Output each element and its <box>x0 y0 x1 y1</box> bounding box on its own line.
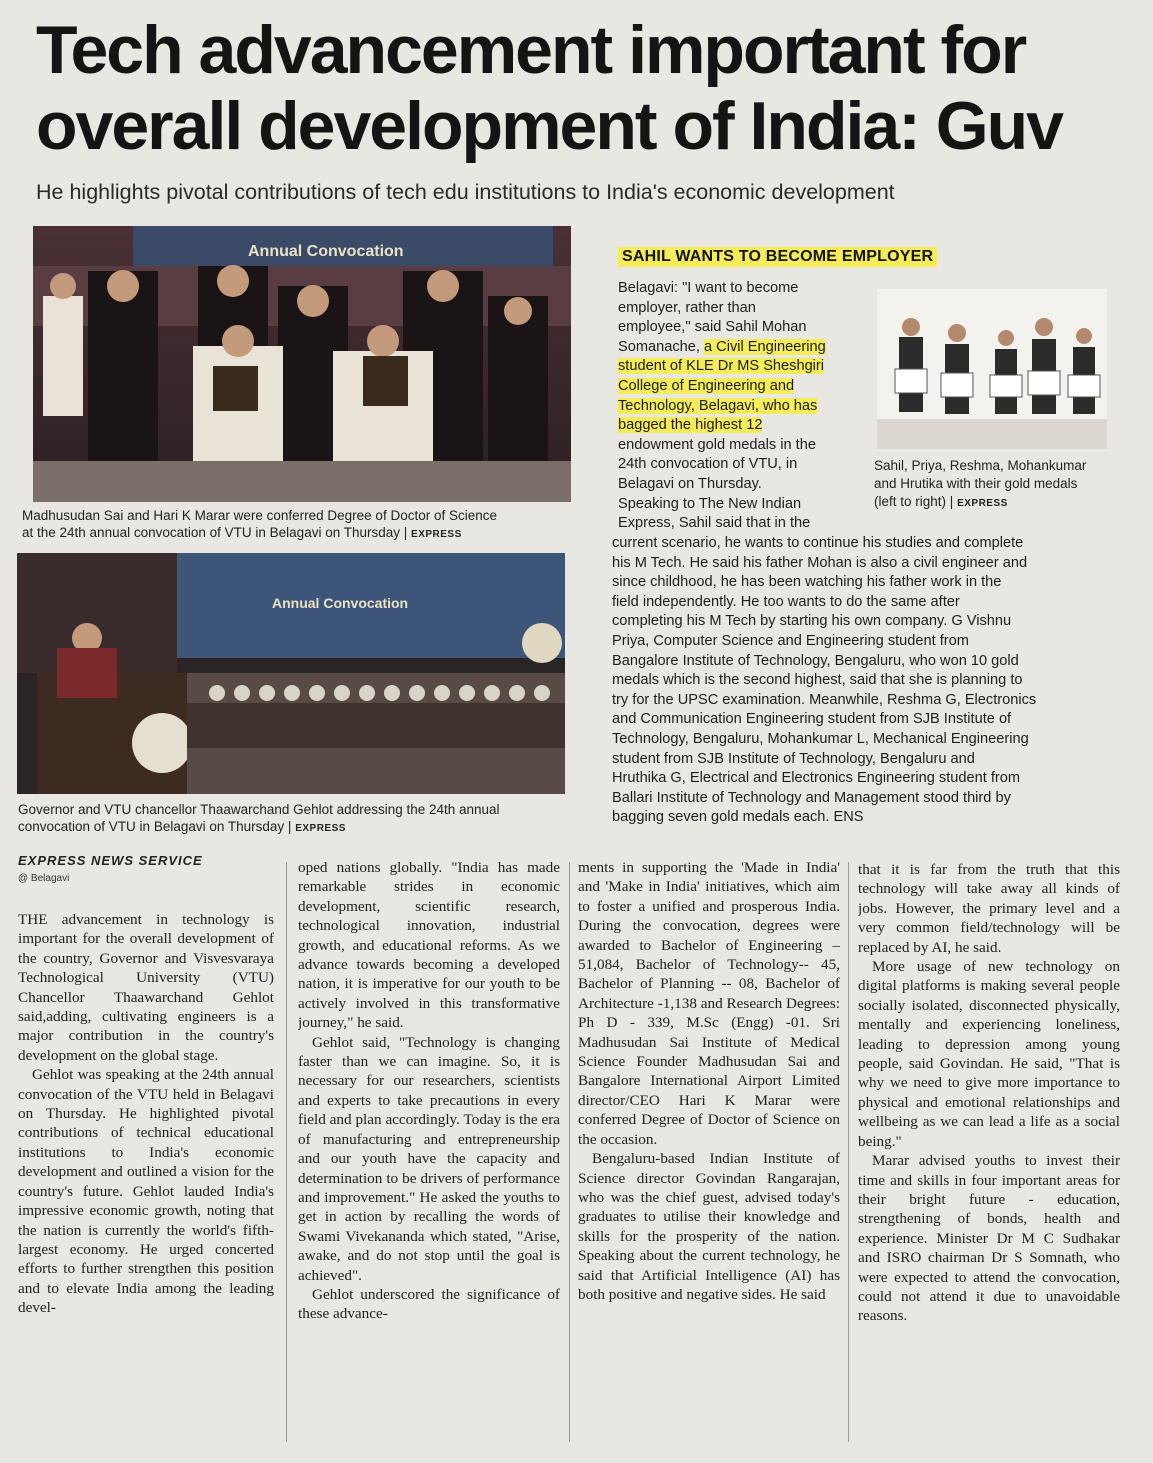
sidebar-line: field independently. He too wants to do the same after <box>612 593 960 610</box>
sidebar-line: bagging seven gold medals each. ENS <box>612 809 864 826</box>
sidebar-line: Belagavi on Thursday. <box>618 475 762 492</box>
article-column-3 <box>578 858 840 1440</box>
headline <box>36 12 1126 164</box>
article-column-1 <box>18 910 274 1440</box>
article-paragraph: More usage of new technology on digital platforms is making several people socially isolated, disconnected physically, mentally and experiencing loneliness, leading to depression among young people, said Govindan. He said, "That is why we need to give more importance to physical and emotional relationships and wellbeing as we can lead a life as a social being." <box>858 958 1120 1150</box>
sidebar-highlight-line: Technology, Belagavi, who has <box>618 397 818 414</box>
sidebar-line: Ballari Institute of Technology and Management stood third by <box>612 789 1011 806</box>
photo-students-credit: EXPRESS <box>957 498 1008 509</box>
article-paragraph: THE advancement in technology is important for the overall development of the country, Governor and Visvesvaraya Technological University (VTU) Chancellor Thaawarchand Gehlot said,adding, cultivating engineers is a major contribution in the country's development on the global stage. <box>18 911 274 1064</box>
column-divider <box>569 862 570 1442</box>
sidebar-line: Speaking to The New Indian <box>618 495 802 512</box>
sidebar-highlight-line: College of Engineering and <box>618 377 795 394</box>
photo-convocation-awardees <box>33 226 571 502</box>
photo-bottom-caption-line-2: convocation of VTU in Belagavi on Thursday <box>18 819 285 834</box>
photo-top-caption-line-1: Madhusudan Sai and Hari K Marar were conferred Degree of Doctor of Science <box>22 508 497 523</box>
photo-gold-medalists-image <box>877 289 1107 449</box>
article-paragraph: that it is far from the truth that this technology will take away all kinds of jobs. However, the primary level and a very common field/technology will be replaced by AI, he said. <box>858 861 1120 956</box>
article-paragraph: Gehlot underscored the significance of these advance- <box>298 1285 560 1323</box>
photo-bottom-credit: EXPRESS <box>295 823 346 834</box>
byline-dateline: @ Belagavi <box>18 873 70 884</box>
photo-top-caption-line-2: at the 24th annual convocation of VTU in Belagavi on Thursday <box>22 525 400 540</box>
sidebar-line: since childhood, he has been watching his father work in the <box>612 574 1002 591</box>
sidebar-wide-text <box>612 534 1132 828</box>
sidebar-line: Hruthika G, Electrical and Electronics Engineering student from <box>612 770 1021 787</box>
sidebar-line: employee," said Sahil Mohan <box>618 319 807 336</box>
subheadline: He highlights pivotal contributions of tech edu institutions to India's economic development <box>36 180 895 204</box>
article-column-4 <box>858 860 1120 1440</box>
sidebar-line: endowment gold medals in the <box>618 436 816 453</box>
sidebar-narrow-text <box>618 279 876 534</box>
photo-top-banner-text: Annual Convocation <box>248 243 404 260</box>
photo-convocation-awardees-image <box>33 226 571 502</box>
photo-students-caption-line-2: and Hrutika with their gold medals <box>874 476 1078 491</box>
sidebar-line: completing his M Tech by starting his own company. G Vishnu <box>612 613 1012 630</box>
sidebar-heading: SAHIL WANTS TO BECOME EMPLOYER <box>618 247 937 267</box>
byline-service: EXPRESS NEWS SERVICE <box>18 853 203 868</box>
sidebar-highlight-line: student of KLE Dr MS Sheshgiri <box>618 358 825 375</box>
column-divider <box>286 862 287 1442</box>
headline-line-2: overall development of India: Guv <box>36 88 1062 164</box>
column-divider <box>848 862 849 1442</box>
article-paragraph: oped nations globally. "India has made remarkable strides in economic development, scientific research, technological innovation, industrial growth, and educational reforms. As we advance towards becoming a developed nation, it is imperative for our youth to be actively involved in this transformative journey," he said. <box>298 859 560 1032</box>
headline-line-1: Tech advancement important for <box>36 12 1026 88</box>
sidebar-line: medals which is the second highest, said that she is planning to <box>612 672 1023 689</box>
photo-bottom-caption: Governor and VTU chancellor Thaawarchand Gehlot addressing the 24th annual convocation of VTU in Belagavi on Thursday | EXPRESS <box>18 801 578 837</box>
photo-top-credit: EXPRESS <box>411 529 462 540</box>
sidebar-line: student from SJB Institute of Technology, Bengaluru and <box>612 750 975 767</box>
photo-governor-address <box>17 553 565 794</box>
sidebar-line: Express, Sahil said that in the <box>618 515 811 532</box>
article-column-2 <box>298 858 560 1440</box>
photo-bottom-banner-text: Annual Convocation <box>272 595 409 611</box>
photo-top-caption: Madhusudan Sai and Hari K Marar were conferred Degree of Doctor of Science at the 24th annual convocation of VTU in Belagavi on Thursday | EXPRESS <box>22 507 582 543</box>
photo-governor-address-image <box>17 553 565 794</box>
article-paragraph: Bengaluru-based Indian Institute of Science director Govindan Rangarajan, who was the chief guest, advised today's graduates to utilise their knowledge and skills for the prosperity of the nation. Speaking about the current technology, he said that Artificial Intelligence (AI) has both positive and negative sides. He said <box>578 1150 840 1303</box>
photo-students-caption: Sahil, Priya, Reshma, Mohankumar and Hrutika with their gold medals (left to right) | EXPRESS <box>874 457 1114 513</box>
photo-bottom-caption-line-1: Governor and VTU chancellor Thaawarchand Gehlot addressing the 24th annual <box>18 802 500 817</box>
sidebar-line: Belagavi: "I want to become <box>618 280 799 296</box>
photo-gold-medalists <box>877 289 1107 449</box>
photo-students-caption-line-3: (left to right) <box>874 494 947 509</box>
sidebar-line: current scenario, he wants to continue his studies and complete <box>612 535 1024 551</box>
sidebar-line: and Communication Engineering student from SJB Institute of <box>612 711 1012 728</box>
article-paragraph: Gehlot said, "Technology is changing faster than we can imagine. So, it is necessary for our researchers, scientists and experts to take precautions in every field and plan accordingly. Today is the era of manufacturing and entrepreneurship and our youth have the capacity and determination to be drivers of performance and improvement." He asked the youths to get in action by recalling the words of Swami Vivekananda which stated, "Arise, awake, and do not stop until the goal is achieved". <box>298 1033 560 1284</box>
sidebar-line: his M Tech. He said his father Mohan is also a civil engineer and <box>612 554 1028 571</box>
sidebar-line: 24th convocation of VTU, in <box>618 456 798 473</box>
sidebar-line: Somanache, <box>618 338 704 355</box>
article-paragraph: Marar advised youths to invest their time and skills in four important areas for their bright future - education, strengthening of bonds, health and experience. Minister Dr M C Sudhakar and ISRO chairman Dr S Somnath, who were expected to attend the convocation, could not attend it due to unavoidable reasons. <box>858 1152 1120 1325</box>
sidebar-line: Technology, Bengaluru, Mohankumar L, Mechanical Engineering <box>612 730 1029 747</box>
article-paragraph: ments in supporting the 'Made in India' and 'Make in India' initiatives, which aim to foster a unified and prosperous India. During the convocation, degrees were awarded to Bachelor of Engineering – 51,084, Bachelor of Technology-- 45, Bachelor of Planning -- 08, Bachelor of Architecture -1,138 and Research Degrees: Ph D - 339, M.Sc (Engg) -01. Sri Madhusudan Sai Institute of Medical Science Founder Madhusudan Sai and Bangalore International Airport Limited director/CEO Hari K Marar were conferred Degree of Doctor of Science on the occasion. <box>578 859 840 1148</box>
photo-students-caption-line-1: Sahil, Priya, Reshma, Mohankumar <box>874 458 1087 473</box>
sidebar-line: Bangalore Institute of Technology, Bengaluru, who won 10 gold <box>612 652 1019 669</box>
sidebar-line: try for the UPSC examination. Meanwhile, Reshma G, Electronics <box>612 691 1037 708</box>
article-paragraph: Gehlot was speaking at the 24th annual convocation of the VTU held in Belagavi on Thursday. He highlighted pivotal contributions of technical educational institutions to India's economic development and outlined a vision for the country's future. Gehlot lauded India's impressive economic growth, noting that the nation is currently the world's fifth-largest economy. He urged concerted efforts to further strengthen this position and to elevate India among the leading devel- <box>18 1066 274 1317</box>
sidebar-line: employer, rather than <box>618 299 756 316</box>
sidebar-highlight: a Civil Engineering <box>704 338 826 355</box>
sidebar-highlight-line: bagged the highest 12 <box>618 417 763 434</box>
sidebar-line: Priya, Computer Science and Engineering student from <box>612 632 969 649</box>
